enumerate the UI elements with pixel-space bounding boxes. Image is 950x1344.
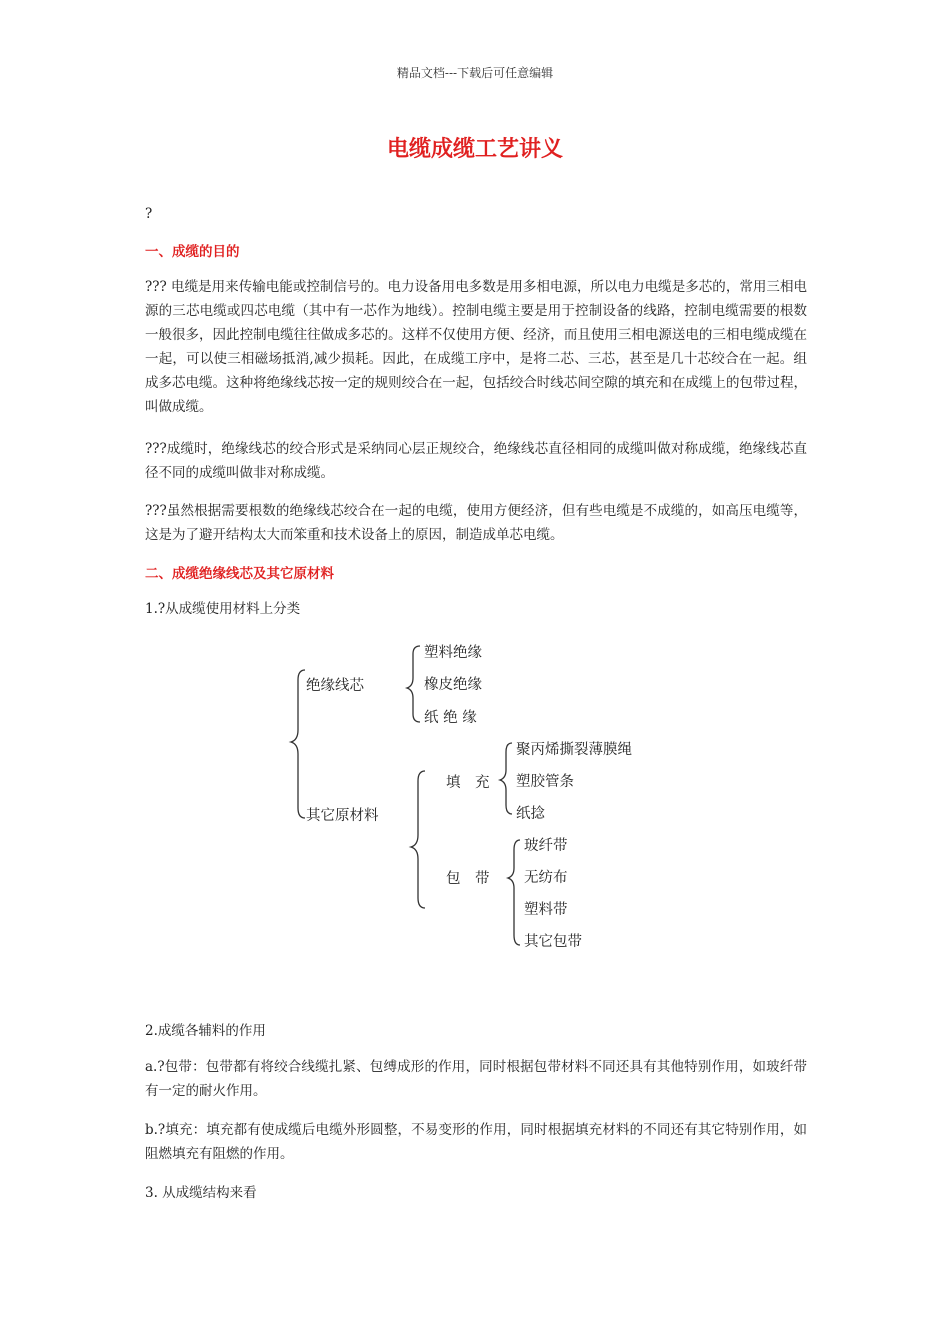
item-a-tape: a.?包带：包带都有将绞合线缆扎紧、包缚成形的作用，同时根据包带材料不同还具有其他特别作用，如玻纤带有一定的耐火作用。 — [145, 1059, 807, 1099]
section-1-paragraph-1: ??? 电缆是用来传输电能或控制信号的。电力设备用电多数是用多相电源，所以电力电缆是多芯的，常用三相电源的三芯电缆或四芯电缆（其中有一芯作为地线）。控制电缆主要是用于控制设备的线路，控制电缆需要的根数一般很多，因此控制电缆往往做成多芯的。这样不仅使用方便、经济，而且使用三相电源送电的三相电缆成缆在一起，可以使三相磁场抵消,减少损耗。因此，在成缆工序中，是将二芯、三芯，甚至是几十芯绞合在一起。组成多芯电缆。这种将绝缘线芯按一定的规则绞合在一起，包括绞合时线芯间空隙的填充和在成缆上的包带过程，叫做成缆。 — [145, 279, 807, 415]
tape-label: 包 带 — [446, 871, 490, 887]
item-b-filler: b.?填充：填充都有使成缆后电缆外形圆整，不易变形的作用，同时根据填充材料的不同还有其它特别作用，如阻燃填充有阻燃的作用。 — [145, 1122, 807, 1162]
insulated-core-brace — [407, 646, 420, 722]
tape-brace — [508, 840, 520, 945]
other-materials-brace — [411, 771, 425, 908]
other-materials-label: 其它原材料 — [306, 808, 379, 824]
materials-classification-diagram — [280, 630, 680, 960]
section-1-paragraph-2: ???成缆时，绝缘线芯的绞合形式是采纳同心层正规绞合，绝缘线芯直径相同的成缆叫做对称成缆，绝缘线芯直径不同的成缆叫做非对称成缆。 — [145, 441, 807, 481]
tape-item: 无纺布 — [524, 870, 568, 886]
filler-item: 纸捻 — [516, 806, 545, 822]
subsection-1-title: 1.?从成缆使用材料上分类 — [145, 601, 301, 617]
insulated-item: 橡皮绝缘 — [424, 677, 482, 693]
subsection-3-title: 3. 从成缆结构来看 — [145, 1185, 257, 1201]
filler-brace — [500, 743, 512, 814]
filler-label: 填 充 — [446, 775, 490, 791]
document-title: 电缆成缆工艺讲义 — [386, 137, 563, 162]
filler-item: 塑胶管条 — [516, 774, 574, 790]
tape-item: 塑料带 — [524, 902, 568, 918]
subsection-2-title: 2.成缆各辅料的作用 — [145, 1023, 266, 1039]
insulated-core-label: 绝缘线芯 — [306, 678, 364, 694]
tape-item: 其它包带 — [524, 934, 582, 950]
question-mark: ? — [145, 206, 153, 222]
section-2-heading: 二、成缆绝缘线芯及其它原材料 — [145, 566, 334, 582]
filler-item: 聚丙烯撕裂薄膜绳 — [516, 742, 632, 758]
section-1-heading: 一、成缆的目的 — [145, 244, 240, 260]
tape-item: 玻纤带 — [524, 838, 568, 854]
page-header: 精品文档---下载后可任意编辑 — [396, 66, 554, 80]
insulated-item: 塑料绝缘 — [424, 645, 482, 661]
insulated-item: 纸 绝 缘 — [424, 710, 477, 726]
main-brace — [291, 670, 305, 818]
section-1-paragraph-3: ???虽然根据需要根数的绝缘线芯绞合在一起的电缆，使用方便经济，但有些电缆是不成缆的，如高压电缆等，这是为了避开结构太大而笨重和技术设备上的原因，制造成单芯电缆。 — [145, 503, 807, 543]
